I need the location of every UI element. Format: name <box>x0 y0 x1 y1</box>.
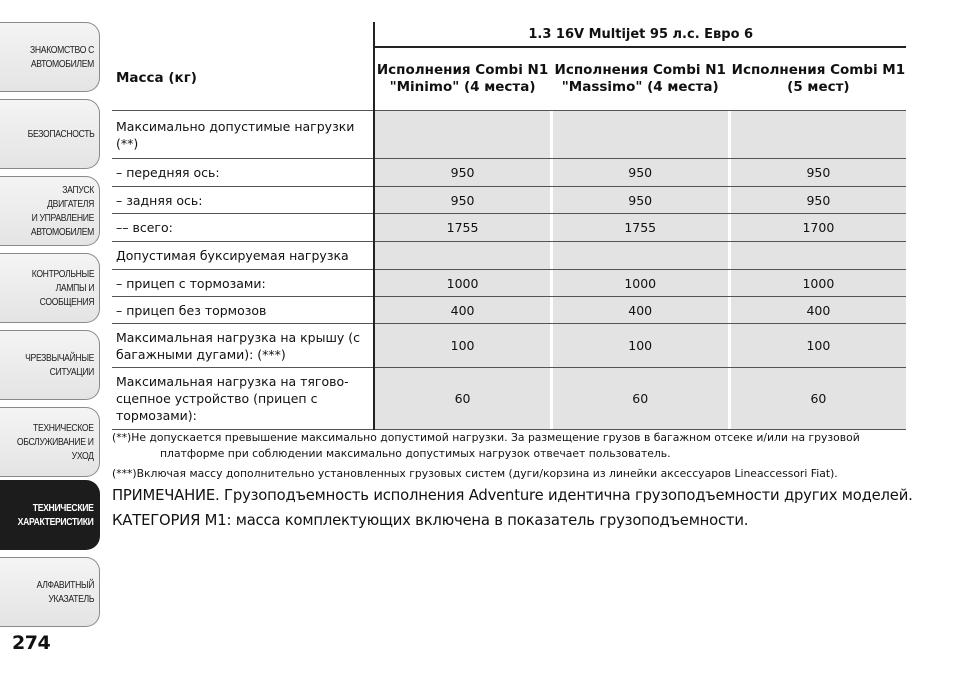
table-row: – передняя ось: 950 950 950 <box>112 159 906 187</box>
footnotes <box>112 430 912 482</box>
tab-starting[interactable]: ЗАПУСК ДВИГАТЕЛЯ И УПРАВЛЕНИЕ АВТОМОБИЛЕМ <box>0 176 100 246</box>
tab-warning-lights[interactable]: КОНТРОЛЬНЫЕ ЛАМПЫ И СООБЩЕНИЯ <box>0 253 100 323</box>
table-row: –– всего: 1755 1755 1700 <box>112 214 906 242</box>
label-header: Масса (кг) <box>116 70 197 86</box>
tab-maintenance[interactable]: ТЕХНИЧЕСКОЕ ОБСЛУЖИВАНИЕ И УХОД <box>0 407 100 477</box>
table-row: Максимальная нагрузка на крышу (с багажными дугами): (***) 100 100 100 <box>112 324 906 368</box>
table-row: – прицеп с тормозами: 1000 1000 1000 <box>112 270 906 297</box>
column-header: Исполнения Combi N1 "Massimo" (4 места) <box>554 62 726 95</box>
page-number: 274 <box>12 632 51 654</box>
footnote-1: (**)Не допускается превышение максимально допустимой нагрузки. За размещение грузов в багажном отсеке и/или на грузовой <box>112 431 860 444</box>
note-adventure: ПРИМЕЧАНИЕ. Грузоподъемность исполнения Adventure идентична грузоподъемности других моделей. <box>112 487 913 504</box>
column-header: Исполнения Combi M1 (5 мест) <box>731 62 906 95</box>
note-category-m1: КАТЕГОРИЯ M1: масса комплектующих включена в показатель грузоподъемности. <box>112 512 749 529</box>
tab-index[interactable]: АЛФАВИТНЫЙ УКАЗАТЕЛЬ <box>0 557 100 627</box>
tab-technical-specs[interactable]: ТЕХНИЧЕСКИЕ ХАРАКТЕРИСТИКИ <box>0 480 100 550</box>
engine-header: 1.3 16V Multijet 95 л.с. Евро 6 <box>374 22 906 47</box>
table-row: Максимально допустимые нагрузки (**) <box>112 111 906 159</box>
footnote-2: (***)Включая массу дополнительно установленных грузовых систем (дуги/корзина из линейки аксессуаров Lineaccessori Fiat). <box>112 467 838 480</box>
tab-safety[interactable]: БЕЗОПАСНОСТЬ <box>0 99 100 169</box>
tab-emergency[interactable]: ЧРЕЗВЫЧАЙНЫЕ СИТУАЦИИ <box>0 330 100 400</box>
column-header: Исполнения Combi N1 "Minimo" (4 места) <box>374 47 549 111</box>
footnote-1-continued: платформе при соблюдении максимально допустимых нагрузок отвечает пользователь. <box>160 447 671 460</box>
table-row: Максимальная нагрузка на тягово-сцепное устройство (прицеп с тормозами): 60 60 60 <box>112 368 906 430</box>
mass-spec-table <box>112 22 906 430</box>
tab-intro[interactable]: ЗНАКОМСТВО С АВТОМОБИЛЕМ <box>0 22 100 92</box>
table-row: – задняя ось: 950 950 950 <box>112 187 906 214</box>
table-row: – прицеп без тормозов 400 400 400 <box>112 297 906 324</box>
table-row: Допустимая буксируемая нагрузка <box>112 242 906 270</box>
